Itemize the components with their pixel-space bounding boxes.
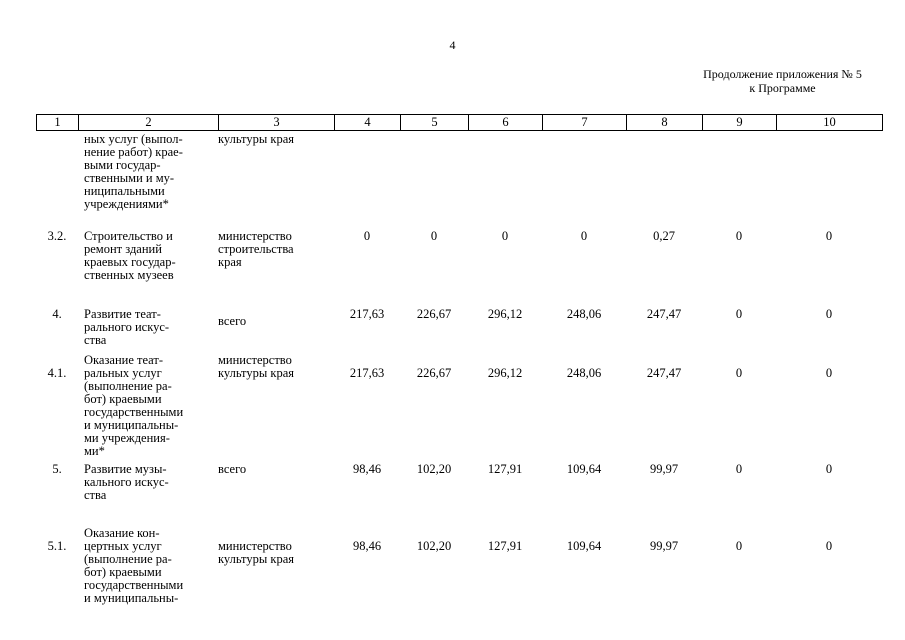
row-value-col6: 0 [501,229,509,243]
row-number: 5.1. [47,539,67,553]
row-name: Строительство и ремонт зданий краевых государ- ственных музеев [84,229,176,282]
column-header-5: 5 [401,115,469,131]
column-header-9: 9 [703,115,777,131]
row-value-col4: 217,63 [349,366,385,380]
row-value-col5: 102,20 [416,539,452,553]
row-value-col4: 98,46 [352,539,382,553]
row-value-col7: 109,64 [566,539,602,553]
row-value-col10: 0 [825,366,833,380]
row-value-col9: 0 [735,229,743,243]
row-value-col6: 127,91 [487,539,523,553]
row-value-col10: 0 [825,307,833,321]
row-executor: всего [218,314,247,328]
row-value-col6: 296,12 [487,307,523,321]
row-name: Оказание кон- цертных услуг (выполнение ра- бот) краевыми государственными и муниципальны- [84,526,184,605]
row-value-col9: 0 [735,539,743,553]
row-value-col4: 98,46 [352,462,382,476]
column-header-6: 6 [469,115,543,131]
column-header-3: 3 [219,115,335,131]
row-executor: министерство строительства края [218,229,294,269]
row-value-col5: 226,67 [416,366,452,380]
row-value-col5: 0 [430,229,438,243]
row-value-col8: 99,97 [649,539,679,553]
row-value-col9: 0 [735,366,743,380]
page-number: 4 [449,38,456,52]
row-value-col8: 247,47 [646,366,682,380]
row-value-col7: 248,06 [566,366,602,380]
row-number: 5. [52,462,62,476]
row-executor: всего [218,462,247,476]
column-header-10: 10 [777,115,883,131]
appendix-line-1: Продолжение приложения № 5 [703,67,862,81]
row-executor: министерство культуры края [218,539,295,566]
column-header-8: 8 [627,115,703,131]
table-header [36,114,883,131]
column-header-7: 7 [543,115,627,131]
row-value-col9: 0 [735,307,743,321]
row-value-col10: 0 [825,539,833,553]
row-executor: министерство культуры края [218,353,295,380]
row-value-col5: 226,67 [416,307,452,321]
row-value-col10: 0 [825,229,833,243]
row-number: 4.1. [47,366,67,380]
row-value-col7: 248,06 [566,307,602,321]
appendix-line-2: к Программе [749,81,816,95]
row-name: ных услуг (выпол- нение работ) крае- выми государ- ственными и му- ниципальными учреждениями* [84,132,183,211]
appendix-caption [680,67,885,95]
row-name: Развитие музы- кального искус- ства [84,462,169,502]
row-value-col4: 217,63 [349,307,385,321]
row-value-col8: 0,27 [653,229,675,243]
row-value-col8: 247,47 [646,307,682,321]
column-header-2: 2 [79,115,219,131]
row-executor: культуры края [218,132,295,146]
row-value-col10: 0 [825,462,833,476]
row-value-col5: 102,20 [416,462,452,476]
row-value-col7: 0 [580,229,588,243]
column-header-4: 4 [335,115,401,131]
row-value-col9: 0 [735,462,743,476]
column-header-1: 1 [37,115,79,131]
row-value-col8: 99,97 [649,462,679,476]
row-name: Развитие теат- рального искус- ства [84,307,170,347]
row-value-col4: 0 [363,229,371,243]
row-value-col7: 109,64 [566,462,602,476]
row-number: 4. [52,307,62,321]
row-value-col6: 296,12 [487,366,523,380]
row-number: 3.2. [47,229,67,243]
row-value-col6: 127,91 [487,462,523,476]
row-name: Оказание теат- ральных услуг (выполнение ра- бот) краевыми государственными и муниципальны- ми учреждения- ми* [84,353,184,458]
